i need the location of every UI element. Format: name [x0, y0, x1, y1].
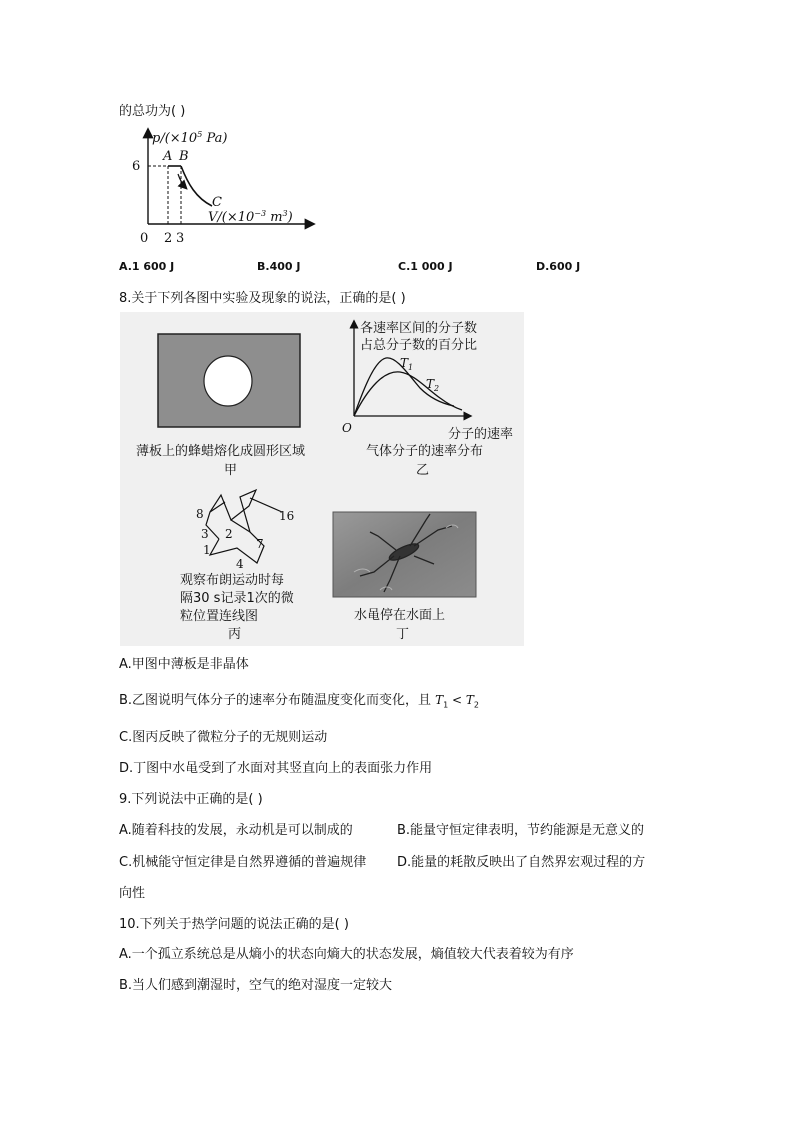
- q7-option-a: A.1 600 J: [119, 260, 175, 273]
- q8-yi-xlabel: 分子的速率: [448, 427, 514, 442]
- q8-option-a: A.甲图中薄板是非晶体: [119, 657, 249, 672]
- q7-stem-tail: 的总功为( ): [119, 104, 186, 119]
- q8-ding-label: 丁: [396, 627, 410, 642]
- q8-option-d: D.丁图中水黾受到了水面对其竖直向上的表面张力作用: [119, 761, 433, 776]
- q8-option-b: B.乙图说明气体分子的速率分布随温度变化而变化，且 $T_1 < T_2$: [119, 693, 479, 710]
- q8-yi-t1-label: $T_1$: [400, 356, 414, 372]
- q7-option-d: D.600 J: [536, 260, 581, 273]
- q10-stem: 10.下列关于热学问题的说法正确的是( ): [119, 917, 349, 932]
- q8-bing-point-7: 7: [256, 537, 264, 551]
- q8-option-c: C.图丙反映了微粒分子的无规则运动: [119, 730, 328, 745]
- q8-fig-jia: [120, 312, 330, 482]
- q7-point-a: A: [163, 149, 173, 164]
- q8-stem: 8.关于下列各图中实验及现象的说法，正确的是( ): [119, 291, 406, 306]
- q7-pv-graph: [128, 122, 328, 248]
- q8-bing-label: 丙: [228, 627, 242, 642]
- q9-option-d-line1: D.能量的耗散反映出了自然界宏观过程的方: [397, 855, 646, 870]
- q8-fig-yi: [330, 312, 524, 482]
- q8-yi-origin: O: [342, 421, 352, 435]
- q7-y-tick: 6: [132, 159, 141, 174]
- q9-stem: 9.下列说法中正确的是( ): [119, 792, 263, 807]
- q7-option-b: B.400 J: [257, 260, 301, 273]
- q9-option-a: A.随着科技的发展，永动机是可以制成的: [119, 823, 353, 838]
- q10-option-b: B.当人们感到潮湿时，空气的绝对湿度一定较大: [119, 978, 393, 993]
- q8-yi-caption: 气体分子的速率分布: [366, 444, 484, 459]
- q8-bing-caption-1: 观察布朗运动时每: [180, 573, 285, 588]
- q7-x-axis-label: $V/(\times 10^{-3}$ $m^3$): [208, 209, 293, 225]
- q8-jia-caption: 薄板上的蜂蜡熔化成圆形区域: [136, 444, 306, 459]
- q8-bing-point-4: 4: [236, 557, 244, 571]
- q10-option-a: A.一个孤立系统总是从熵小的状态向熵大的状态发展，熵值较大代表着较为有序: [119, 947, 574, 962]
- q8-bing-point-2: 2: [225, 527, 233, 541]
- q8-fig-ding: [330, 506, 524, 646]
- q7-y-axis-label: $p/(\times 10^5$ Pa): [152, 130, 228, 146]
- q8-yi-ylabel-1: 各速率区间的分子数: [360, 321, 478, 336]
- q7-point-b: B: [179, 149, 189, 164]
- q8-fig-bing: [170, 482, 320, 646]
- q8-bing-caption-2: 隔30 s记录1次的微: [180, 591, 294, 606]
- q9-option-b: B.能量守恒定律表明，节约能源是无意义的: [397, 823, 645, 838]
- q7-x-tick-0: 0: [140, 231, 149, 246]
- q9-option-d-line2: 向性: [119, 886, 146, 901]
- q8-bing-point-16: 16: [279, 509, 295, 523]
- q7-point-c: C: [212, 195, 222, 210]
- q8-yi-t2-label: $T_2$: [426, 377, 440, 393]
- q8-jia-label: 甲: [224, 463, 238, 478]
- q7-x-tick-3: 3: [176, 231, 185, 246]
- q8-jia-melt-circle: [204, 356, 252, 406]
- q8-bing-point-1: 1: [203, 543, 211, 557]
- q8-yi-ylabel-2: 占总分子数的百分比: [360, 338, 478, 353]
- q7-x-tick-2: 2: [164, 231, 173, 246]
- q8-yi-label: 乙: [416, 463, 430, 478]
- q8-bing-point-3: 3: [201, 527, 209, 541]
- q8-yi-curve-t2: [354, 372, 462, 416]
- q8-bing-caption-3: 粒位置连线图: [180, 609, 259, 624]
- q8-bing-point-8: 8: [196, 507, 204, 521]
- q9-option-c: C.机械能守恒定律是自然界遵循的普遍规律: [119, 855, 367, 870]
- q7-option-c: C.1 000 J: [398, 260, 453, 273]
- q7-process-bc: [181, 166, 212, 206]
- q8-ding-caption: 水黾停在水面上: [354, 608, 446, 623]
